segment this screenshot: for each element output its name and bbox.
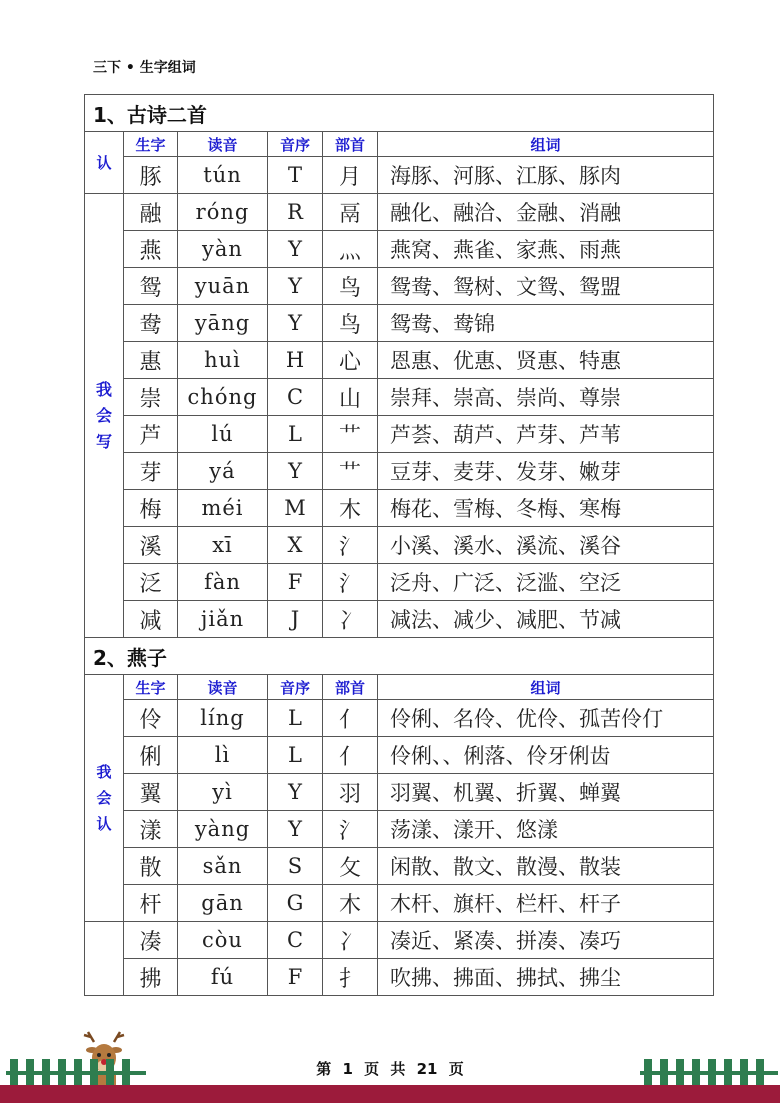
column-header-row — [85, 132, 714, 157]
cell-char: 豚 — [124, 157, 178, 194]
table-row — [85, 342, 714, 379]
cell-radical: 月 — [323, 157, 378, 194]
column-header-row — [85, 675, 714, 700]
table-row — [85, 527, 714, 564]
col-header-seq: 音序 — [268, 132, 323, 157]
cell-radical: 羽 — [323, 774, 378, 811]
cell-seq: G — [268, 885, 323, 922]
cell-radical: 冫 — [323, 601, 378, 638]
cell-char: 惠 — [124, 342, 178, 379]
cell-words: 鸳鸯、鸳树、文鸳、鸳盟 — [378, 268, 714, 305]
cell-pinyin: tún — [178, 157, 268, 194]
cell-char: 鸳 — [124, 268, 178, 305]
cell-radical: 鸟 — [323, 305, 378, 342]
cell-seq: L — [268, 700, 323, 737]
cell-radical: 氵 — [323, 811, 378, 848]
cell-char: 芽 — [124, 453, 178, 490]
cell-seq: Y — [268, 774, 323, 811]
cell-seq: F — [268, 959, 323, 996]
cell-words: 吹拂、拂面、拂拭、拂尘 — [378, 959, 714, 996]
cell-seq: R — [268, 194, 323, 231]
group-label-char: 认 — [96, 153, 112, 172]
group-label-char: 认 — [96, 815, 112, 833]
cell-char: 融 — [124, 194, 178, 231]
cell-pinyin: fú — [178, 959, 268, 996]
table-row — [85, 700, 714, 737]
table-row — [85, 379, 714, 416]
col-header-words: 组词 — [378, 132, 714, 157]
cell-char: 凑 — [124, 922, 178, 959]
cell-char: 伶 — [124, 700, 178, 737]
cell-words: 芦荟、葫芦、芦芽、芦苇 — [378, 416, 714, 453]
cell-pinyin: còu — [178, 922, 268, 959]
page-header: 三下 • 生字组词 — [93, 60, 196, 76]
cell-radical: 亻 — [323, 737, 378, 774]
cell-seq: Y — [268, 453, 323, 490]
cell-words: 恩惠、优惠、贤惠、特惠 — [378, 342, 714, 379]
cell-words: 荡漾、漾开、悠漾 — [378, 811, 714, 848]
cell-char: 翼 — [124, 774, 178, 811]
cell-pinyin: lì — [178, 737, 268, 774]
col-header-char: 生字 — [124, 675, 178, 700]
cell-words: 木杆、旗杆、栏杆、杆子 — [378, 885, 714, 922]
cell-char: 杆 — [124, 885, 178, 922]
cell-seq: S — [268, 848, 323, 885]
group-label-char: 写 — [95, 431, 112, 451]
cell-radical: 心 — [323, 342, 378, 379]
cell-radical: 氵 — [323, 527, 378, 564]
col-header-radical: 部首 — [323, 675, 378, 700]
cell-pinyin: yàng — [178, 811, 268, 848]
cell-char: 减 — [124, 601, 178, 638]
group-label-char: 会 — [95, 405, 112, 425]
cell-pinyin: jiǎn — [178, 601, 268, 638]
cell-char: 溪 — [124, 527, 178, 564]
cell-seq: M — [268, 490, 323, 527]
col-header-words: 组词 — [378, 675, 714, 700]
cell-pinyin: yāng — [178, 305, 268, 342]
cell-seq: Y — [268, 305, 323, 342]
table-row — [85, 416, 714, 453]
table-row — [85, 231, 714, 268]
cell-char: 崇 — [124, 379, 178, 416]
table-row — [85, 885, 714, 922]
cell-pinyin: lú — [178, 416, 268, 453]
vocabulary-table — [84, 94, 714, 996]
table-row — [85, 194, 714, 231]
cell-seq: L — [268, 416, 323, 453]
cell-char: 散 — [124, 848, 178, 885]
col-header-pinyin: 读音 — [178, 675, 268, 700]
cell-pinyin: xī — [178, 527, 268, 564]
cell-radical: 亻 — [323, 700, 378, 737]
cell-char: 泛 — [124, 564, 178, 601]
table-row — [85, 959, 714, 996]
cell-char: 俐 — [124, 737, 178, 774]
col-header-seq: 音序 — [268, 675, 323, 700]
cell-words: 羽翼、机翼、折翼、蝉翼 — [378, 774, 714, 811]
group-label — [85, 922, 124, 996]
cell-words: 伶俐、、俐落、伶牙俐齿 — [378, 737, 714, 774]
cell-words: 燕窝、燕雀、家燕、雨燕 — [378, 231, 714, 268]
cell-words: 崇拜、崇高、崇尚、尊崇 — [378, 379, 714, 416]
group-label-char: 我 — [96, 763, 112, 781]
cell-char: 拂 — [124, 959, 178, 996]
vocabulary-sheet — [84, 94, 713, 996]
cell-pinyin: gān — [178, 885, 268, 922]
page-footer: 第 1 页 共 21 页 — [316, 1060, 464, 1078]
table-row — [85, 305, 714, 342]
table-row — [85, 490, 714, 527]
cell-seq: Y — [268, 231, 323, 268]
section-title-row — [85, 638, 714, 675]
cell-words: 凑近、紧凑、拼凑、凑巧 — [378, 922, 714, 959]
cell-words: 海豚、河豚、江豚、豚肉 — [378, 157, 714, 194]
group-label — [85, 194, 124, 638]
table-row — [85, 601, 714, 638]
group-label-char: 会 — [96, 789, 112, 807]
cell-radical: 木 — [323, 885, 378, 922]
cell-radical: 木 — [323, 490, 378, 527]
cell-radical: 艹 — [323, 453, 378, 490]
cell-seq: X — [268, 527, 323, 564]
cell-seq: L — [268, 737, 323, 774]
table-row — [85, 453, 714, 490]
cell-char: 燕 — [124, 231, 178, 268]
cell-seq: Y — [268, 811, 323, 848]
table-row — [85, 157, 714, 194]
group-label-char: 我 — [95, 379, 112, 399]
cell-pinyin: chóng — [178, 379, 268, 416]
cell-radical: 攵 — [323, 848, 378, 885]
cell-pinyin: huì — [178, 342, 268, 379]
bottom-bar — [0, 1085, 780, 1103]
cell-seq: F — [268, 564, 323, 601]
cell-words: 鸳鸯、鸯锦 — [378, 305, 714, 342]
cell-pinyin: líng — [178, 700, 268, 737]
cell-radical: 鬲 — [323, 194, 378, 231]
cell-char: 芦 — [124, 416, 178, 453]
group-label — [85, 675, 124, 922]
cell-pinyin: fàn — [178, 564, 268, 601]
col-header-radical: 部首 — [323, 132, 378, 157]
cell-seq: Y — [268, 268, 323, 305]
cell-words: 小溪、溪水、溪流、溪谷 — [378, 527, 714, 564]
cell-char: 梅 — [124, 490, 178, 527]
table-row — [85, 848, 714, 885]
cell-radical: 灬 — [323, 231, 378, 268]
cell-words: 减法、减少、减肥、节减 — [378, 601, 714, 638]
group-label — [85, 132, 124, 194]
cell-radical: 冫 — [323, 922, 378, 959]
cell-seq: C — [268, 922, 323, 959]
cell-char: 漾 — [124, 811, 178, 848]
cell-pinyin: yì — [178, 774, 268, 811]
col-header-pinyin: 读音 — [178, 132, 268, 157]
cell-pinyin: sǎn — [178, 848, 268, 885]
table-row — [85, 811, 714, 848]
table-row — [85, 268, 714, 305]
cell-pinyin: méi — [178, 490, 268, 527]
cell-seq: T — [268, 157, 323, 194]
cell-words: 融化、融洽、金融、消融 — [378, 194, 714, 231]
cell-seq: C — [268, 379, 323, 416]
cell-pinyin: yuān — [178, 268, 268, 305]
section-title: 1、古诗二首 — [85, 95, 714, 132]
right-fence-icon — [640, 1055, 778, 1089]
section-title: 2、燕子 — [85, 638, 714, 675]
cell-pinyin: yá — [178, 453, 268, 490]
cell-pinyin: yàn — [178, 231, 268, 268]
cell-radical: 山 — [323, 379, 378, 416]
cell-words: 闲散、散文、散漫、散装 — [378, 848, 714, 885]
cell-words: 梅花、雪梅、冬梅、寒梅 — [378, 490, 714, 527]
left-fence-icon — [6, 1055, 146, 1089]
cell-radical: 扌 — [323, 959, 378, 996]
cell-words: 泛舟、广泛、泛滥、空泛 — [378, 564, 714, 601]
cell-seq: H — [268, 342, 323, 379]
cell-radical: 氵 — [323, 564, 378, 601]
cell-seq: J — [268, 601, 323, 638]
cell-radical: 艹 — [323, 416, 378, 453]
table-row — [85, 737, 714, 774]
table-row — [85, 564, 714, 601]
cell-words: 豆芽、麦芽、发芽、嫩芽 — [378, 453, 714, 490]
cell-char: 鸯 — [124, 305, 178, 342]
cell-radical: 鸟 — [323, 268, 378, 305]
section-title-row — [85, 95, 714, 132]
col-header-char: 生字 — [124, 132, 178, 157]
cell-words: 伶俐、名伶、优伶、孤苦伶仃 — [378, 700, 714, 737]
table-row — [85, 774, 714, 811]
cell-pinyin: róng — [178, 194, 268, 231]
table-row — [85, 922, 714, 959]
